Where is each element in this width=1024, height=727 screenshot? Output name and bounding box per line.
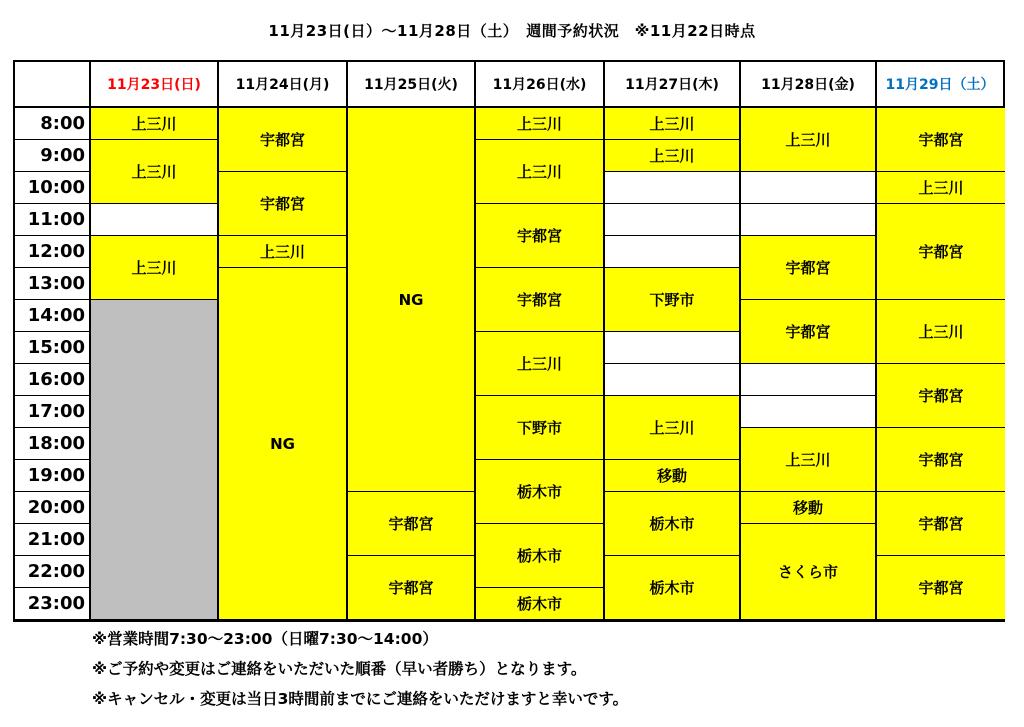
booking-slot: 上三川 — [476, 140, 605, 204]
booking-slot: 栃木市 — [605, 492, 741, 556]
time-label: 16:00 — [15, 364, 91, 396]
time-label: 12:00 — [15, 236, 91, 268]
weekly-schedule-table — [13, 60, 1005, 622]
booking-slot: 宇都宮 — [877, 492, 1005, 556]
booking-slot: 下野市 — [476, 396, 605, 460]
open-slot — [605, 172, 741, 204]
note-booking-order: ※ご予約や変更はご連絡をいただいた順番（早い者勝ち）となります。 — [92, 660, 587, 678]
time-label: 13:00 — [15, 268, 91, 300]
time-label: 14:00 — [15, 300, 91, 332]
time-label: 23:00 — [15, 588, 91, 620]
note-cancellation: ※キャンセル・変更は当日3時間前までにご連絡をいただけますと幸いです。 — [92, 690, 629, 708]
closed-slot — [91, 300, 219, 620]
open-slot — [605, 364, 741, 396]
open-slot — [605, 204, 741, 236]
booking-slot: NG — [219, 268, 348, 620]
time-label: 19:00 — [15, 460, 91, 492]
booking-slot: 宇都宮 — [219, 108, 348, 172]
day-header: 11月27日(木) — [605, 62, 741, 108]
booking-slot: 上三川 — [476, 108, 605, 140]
booking-slot: 移動 — [605, 460, 741, 492]
time-label: 10:00 — [15, 172, 91, 204]
open-slot — [605, 236, 741, 268]
booking-slot: 上三川 — [91, 108, 219, 140]
day-header: 11月26日(水) — [476, 62, 605, 108]
booking-slot: 宇都宮 — [219, 172, 348, 236]
booking-slot: 栃木市 — [476, 460, 605, 524]
booking-slot: 上三川 — [476, 332, 605, 396]
booking-slot: 宇都宮 — [476, 268, 605, 332]
day-header: 11月24日(月) — [219, 62, 348, 108]
note-hours: ※営業時間7:30～23:00（日曜7:30～14:00） — [92, 630, 438, 648]
day-header: 11月25日(火) — [348, 62, 476, 108]
booking-slot: 宇都宮 — [476, 204, 605, 268]
booking-slot: 上三川 — [605, 108, 741, 140]
corner-cell — [15, 62, 91, 108]
booking-slot: 上三川 — [605, 396, 741, 460]
booking-slot: 上三川 — [741, 108, 877, 172]
booking-slot: 宇都宮 — [741, 300, 877, 364]
booking-slot: 栃木市 — [476, 524, 605, 588]
booking-slot: 移動 — [741, 492, 877, 524]
booking-slot: 宇都宮 — [877, 364, 1005, 428]
booking-slot: さくら市 — [741, 524, 877, 620]
booking-slot: 宇都宮 — [348, 556, 476, 620]
time-label: 15:00 — [15, 332, 91, 364]
time-label: 18:00 — [15, 428, 91, 460]
booking-slot: 上三川 — [91, 140, 219, 204]
time-label: 11:00 — [15, 204, 91, 236]
booking-slot: 宇都宮 — [877, 204, 1005, 300]
booking-slot: 宇都宮 — [348, 492, 476, 556]
booking-slot: 上三川 — [219, 236, 348, 268]
open-slot — [741, 364, 877, 396]
notes — [92, 624, 628, 714]
day-header: 11月23日(日) — [91, 62, 219, 108]
open-slot — [605, 332, 741, 364]
open-slot — [741, 204, 877, 236]
booking-slot: 上三川 — [877, 300, 1005, 364]
booking-slot: 上三川 — [741, 428, 877, 492]
time-label: 21:00 — [15, 524, 91, 556]
time-label: 8:00 — [15, 108, 91, 140]
time-label: 9:00 — [15, 140, 91, 172]
time-label: 17:00 — [15, 396, 91, 428]
page-title: 11月23日(日）～11月28日（土） 週間予約状況 ※11月22日時点 — [268, 22, 756, 40]
open-slot — [91, 204, 219, 236]
booking-slot: 下野市 — [605, 268, 741, 332]
booking-slot: 上三川 — [605, 140, 741, 172]
time-label: 20:00 — [15, 492, 91, 524]
booking-slot: 上三川 — [877, 172, 1005, 204]
booking-slot: 宇都宮 — [877, 556, 1005, 620]
day-header: 11月28日(金) — [741, 62, 877, 108]
booking-slot: 栃木市 — [605, 556, 741, 620]
booking-slot: 栃木市 — [476, 588, 605, 620]
booking-slot: 宇都宮 — [741, 236, 877, 300]
day-header: 11月29日（土） — [877, 62, 1005, 108]
booking-slot: 宇都宮 — [877, 108, 1005, 172]
booking-slot: 宇都宮 — [877, 428, 1005, 492]
open-slot — [741, 172, 877, 204]
booking-slot: 上三川 — [91, 236, 219, 300]
time-label: 22:00 — [15, 556, 91, 588]
open-slot — [741, 396, 877, 428]
booking-slot: NG — [348, 108, 476, 492]
